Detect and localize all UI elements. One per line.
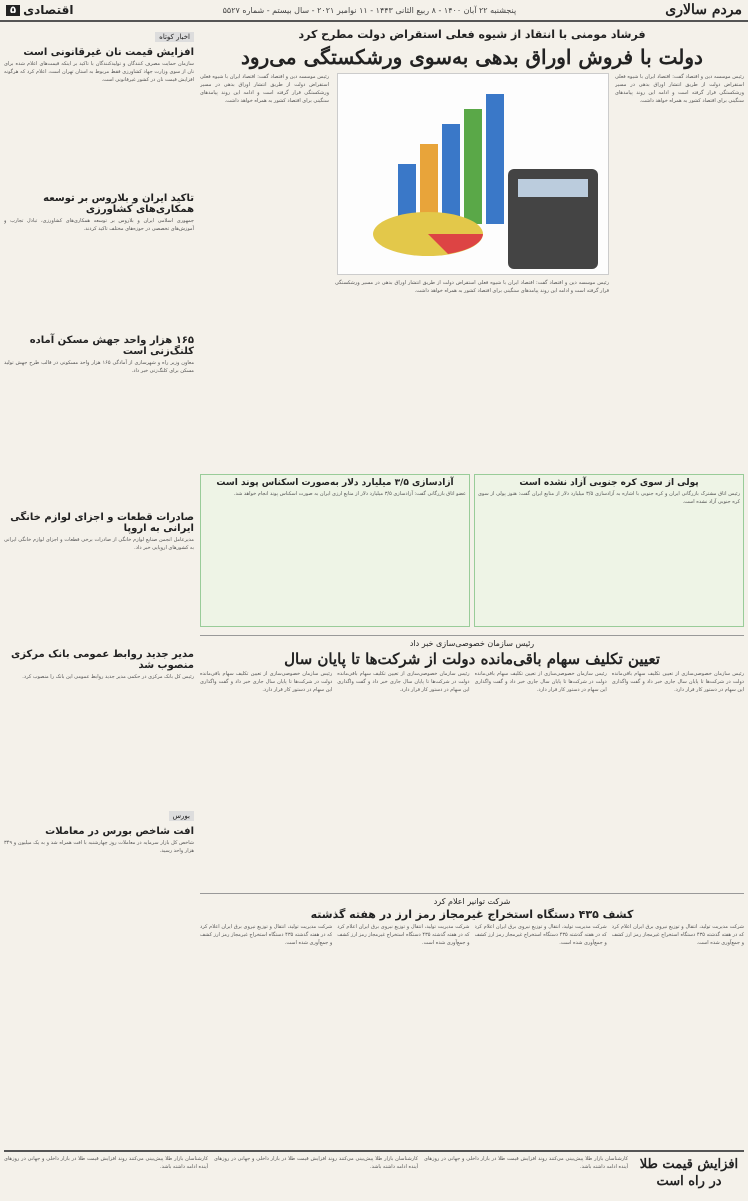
lead-text-continued: رئیس موسسه دین و اقتصاد گفت: اقتصاد ایران با شیوه فعلی استقراض دولت از طریق انتشار اوراق بدهی در مسیر ورشکستگی قرار گرفته است و ادامه این روند پیامدهای سنگینی برای اقتصاد کشور به همراه خواهد داشت. — [335, 280, 609, 294]
sidebar-item-text: معاون وزیر راه و شهرسازی از آمادگی ۱۶۵ هزار واحد مسکونی در قالب طرح جهش تولید مسکن برای کلنگ‌زنی خبر داد. — [4, 360, 194, 374]
second-text: رئیس سازمان خصوصی‌سازی از تعیین تکلیف سهام باقی‌مانده دولت در شرکت‌ها تا پایان سال جاری خبر داد و گفت واگذاری این سهام در دستور کار قرار دارد. — [337, 671, 470, 693]
page-number: ۵ — [6, 5, 20, 16]
bottom-headline: افزایش قیمت طلا در راه است — [639, 1157, 739, 1189]
sidebar-item-title: افزایش قیمت نان غیرقانونی است — [23, 47, 194, 58]
photo-illustration — [338, 74, 608, 274]
second-headline: تعیین تکلیف سهام باقی‌مانده دولت از شرکت‌ها تا پایان سال — [284, 650, 660, 668]
second-columns — [200, 670, 744, 885]
sidebar-item-title: تاکید ایران و بلاروس بر توسعه همکاری‌های کشاورزی — [43, 193, 194, 215]
second-text: رئیس سازمان خصوصی‌سازی از تعیین تکلیف سهام باقی‌مانده دولت در شرکت‌ها تا پایان سال جاری خبر داد و گفت واگذاری این سهام در دستور کار قرار دارد. — [611, 671, 744, 693]
third-text: شرکت مدیریت تولید، انتقال و توزیع نیروی برق ایران اعلام کرد که در هفته گذشته ۴۳۵ دستگاه استخراج غیرمجاز رمز ارز کشف و جمع‌آوری شده است. — [200, 924, 333, 946]
third-kicker: شرکت توانیر اعلام کرد — [433, 897, 511, 906]
bourse-tag: بورس — [169, 811, 195, 821]
boxed-article — [200, 474, 470, 627]
section-label — [0, 3, 73, 17]
section-name: اقتصادی — [23, 3, 74, 17]
third-text: شرکت مدیریت تولید، انتقال و توزیع نیروی برق ایران اعلام کرد که در هفته گذشته ۴۳۵ دستگاه استخراج غیرمجاز رمز ارز کشف و جمع‌آوری شده است. — [611, 924, 744, 946]
lead-supertitle: فرشاد مومنی با انتقاد از شیوه فعلی استقراض دولت مطرح کرد — [298, 28, 646, 41]
newspaper-brand: مردم سالاری — [665, 2, 742, 18]
sidebar-tag: اخبار کوتاه — [155, 32, 194, 42]
lead-headline: دولت با فروش اوراق بدهی به‌سوی ورشکستگی می‌رود — [241, 45, 703, 69]
third-article — [200, 893, 744, 1028]
boxed-article-title: پولی از سوی کره جنوبی آزاد نشده است — [519, 478, 699, 488]
sidebar-item — [4, 193, 194, 332]
third-text: شرکت مدیریت تولید، انتقال و توزیع نیروی برق ایران اعلام کرد که در هفته گذشته ۴۳۵ دستگاه استخراج غیرمجاز رمز ارز کشف و جمع‌آوری شده است. — [474, 924, 607, 946]
lead-text-2: رئیس موسسه دین و اقتصاد گفت: اقتصاد ایران با شیوه فعلی استقراض دولت از طریق انتشار اوراق بدهی در مسیر ورشکستگی قرار گرفته است و ادامه این روند پیامدهای سنگینی برای اقتصاد کشور به همراه خواهد داشت. — [200, 74, 329, 104]
second-kicker: رئیس سازمان خصوصی‌سازی خبر داد — [409, 639, 535, 648]
sidebar-item-title: صادرات قطعات و اجزای لوازم خانگی ایرانی به اروپا — [10, 512, 194, 534]
lead-text-column — [615, 73, 744, 468]
boxed-article-text: عضو اتاق بازرگانی گفت: آزادسازی ۳/۵ میلیارد دلار از منابع ارزی ایران به صورت اسکناس پوند انجام خواهد شد. — [233, 491, 466, 497]
main-content — [200, 24, 744, 1144]
sidebar-item-title: مدیر جدید روابط عمومی بانک مرکزی منصوب شد — [11, 649, 194, 671]
sidebar-item — [4, 512, 194, 646]
bourse-text: شاخص کل بازار سرمایه در معاملات روز چهارشنبه با افت همراه شد و به یک میلیون و ۳۴۹ هزار واحد رسید. — [4, 840, 194, 854]
boxed-article-text: رئیس اتاق مشترک بازرگانی ایران و کره جنوبی با اشاره به آزادسازی ۳/۵ میلیارد دلار از منابع ایران گفت: هنوز پولی از سوی کره جنوبی آزاد نشده است. — [478, 491, 740, 505]
masthead — [0, 0, 748, 22]
dateline: پنجشنبه ۲۲ آبان ۱۴۰۰ - ۸ ربیع الثانی ۱۴۴۳ - ۱۱ نوامبر ۲۰۲۱ - سال بیستم - شماره ۵۵۲۷ — [222, 5, 517, 15]
third-text: شرکت مدیریت تولید، انتقال و توزیع نیروی برق ایران اعلام کرد که در هفته گذشته ۴۳۵ دستگاه استخراج غیرمجاز رمز ارز کشف و جمع‌آوری شده است. — [337, 924, 470, 946]
lead-text: رئیس موسسه دین و اقتصاد گفت: اقتصاد ایران با شیوه فعلی استقراض دولت از طریق انتشار اوراق بدهی در مسیر ورشکستگی قرار گرفته است و ادامه این روند پیامدهای سنگینی برای اقتصاد کشور به همراه خواهد داشت. — [615, 74, 744, 104]
sidebar-item-title: ۱۶۵ هزار واحد جهش مسکن آماده کلنگ‌زنی است — [29, 335, 194, 357]
boxed-article-title: آزادسازی ۳/۵ میلیارد دلار به‌صورت اسکناس پوند است — [216, 478, 454, 488]
bottom-text: کارشناسان بازار طلا پیش‌بینی می‌کنند روند افزایش قیمت طلا در بازار داخلی و جهانی در روزهای آینده ادامه داشته باشد. — [214, 1156, 418, 1170]
sidebar-item-text: سازمان حمایت مصرف کنندگان و تولیدکنندگان با تاکید بر اینکه قیمت‌های اعلام شده برای نان از سوی وزارت جهاد کشاورزی فقط مربوط به استان تهران است، اعلام کرد که هرگونه افزایش قیمت نان در کشور غیرقانونی است. — [4, 61, 194, 83]
sidebar-item-text: رئیس کل بانک مرکزی در حکمی مدیر جدید روابط عمومی این بانک را منصوب کرد. — [22, 674, 194, 680]
boxed-article — [474, 474, 744, 627]
bottom-article — [4, 1150, 744, 1200]
bourse-title: افت شاخص بورس در معاملات — [45, 826, 194, 837]
second-article — [200, 635, 744, 885]
sidebar-item-text: مدیرعامل انجمن صنایع لوازم خانگی از صادرات برخی قطعات و اجزای لوازم خانگی ایرانی به کشورهای اروپایی خبر داد. — [4, 537, 194, 551]
bottom-text: کارشناسان بازار طلا پیش‌بینی می‌کنند روند افزایش قیمت طلا در بازار داخلی و جهانی در روزهای آینده ادامه داشته باشد. — [4, 1156, 208, 1170]
calculator-chart-photo — [337, 73, 609, 275]
lead-image-column — [335, 73, 609, 468]
boxed-articles — [200, 474, 744, 627]
second-text: رئیس سازمان خصوصی‌سازی از تعیین تکلیف سهام باقی‌مانده دولت در شرکت‌ها تا پایان سال جاری خبر داد و گفت واگذاری این سهام در دستور کار قرار دارد. — [200, 671, 333, 693]
news-sidebar — [4, 24, 194, 1144]
third-headline: کشف ۴۳۵ دستگاه استخراج غیرمجاز رمز ارز در هفته گذشته — [310, 908, 634, 921]
lead-text-column-2 — [200, 73, 329, 468]
lead-article — [200, 73, 744, 468]
second-text: رئیس سازمان خصوصی‌سازی از تعیین تکلیف سهام باقی‌مانده دولت در شرکت‌ها تا پایان سال جاری خبر داد و گفت واگذاری این سهام در دستور کار قرار دارد. — [474, 671, 607, 693]
sidebar-item — [4, 47, 194, 190]
bottom-text: کارشناسان بازار طلا پیش‌بینی می‌کنند روند افزایش قیمت طلا در بازار داخلی و جهانی در روزهای آینده ادامه داشته باشد. — [424, 1156, 628, 1170]
sidebar-item-text: جمهوری اسلامی ایران و بلاروس بر توسعه همکاری‌های کشاورزی، تبادل تجارب و آموزش‌های تخصصی در حوزه‌های مختلف تاکید کردند. — [4, 218, 194, 232]
sidebar-item — [4, 335, 194, 509]
sidebar-item — [4, 649, 194, 803]
third-columns — [200, 923, 744, 1028]
